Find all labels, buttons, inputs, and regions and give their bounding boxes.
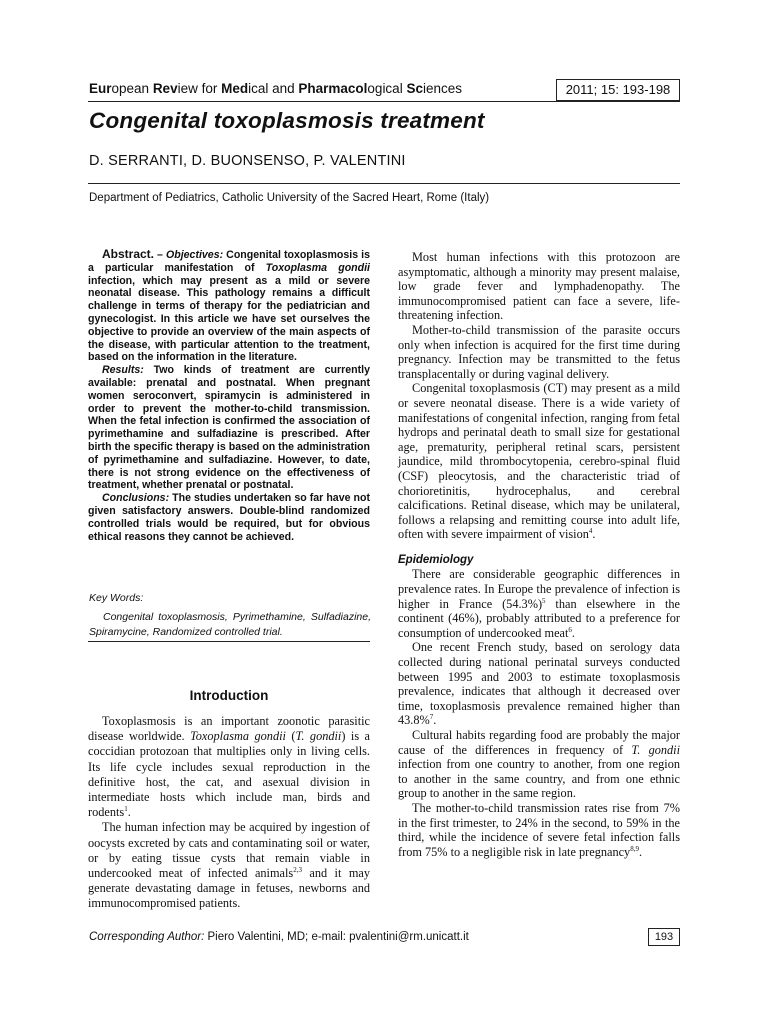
right-column <box>398 250 680 859</box>
paragraph: Toxoplasmosis is an important zoonotic parasitic disease worldwide. Toxoplasma gondii (T. gondii) is a coccidian protozoan that multiplies only in living cells. Its life cycle includes sexual reproduction in the definitive host, the cat, and asexual division in intermediate hosts which include man, birds and rodents$^1$. <box>88 714 370 820</box>
journal-name-part: iences <box>422 81 462 96</box>
journal-name-part: ical and <box>248 81 299 96</box>
objectives-heading: Objectives: <box>166 249 224 261</box>
paragraph: One recent French study, based on serology data collected during national perinatal surveys conducted between 1995 and 2003 to estimate toxoplasmosis prevalence, indicates that although it decreased over time, toxoplasmosis prevalence remained higher than 43.8%$^7$. <box>398 640 680 728</box>
journal-name-part: Eur <box>89 81 112 96</box>
paragraph: The human infection may be acquired by ingestion of oocysts excreted by cats and contaminating soil or water, or by eating tissue cysts that remain viable in undercooked meat of infected animals$^{2,3}$ and it may generate devastating damage in fetuses, newborns and immunocompromised patients. <box>88 820 370 911</box>
corresponding-author: Corresponding Author: Piero Valentini, MD; e-mail: pvalentini@rm.unicatt.it <box>89 931 469 943</box>
paragraph: Congenital toxoplasmosis (CT) may present as a mild or severe neonatal disease. There is a wide variety of manifestations of congenital infection, ranging from fetal hydrops and perinatal death to small size for gestational age, prematurity, peripheral retinal scars, persistent jaundice, mild thrombocytopenia, cerebro-spinal fluid (CSF) pleocytosis, and the characteristic triad of chorioretinitis, hydrocephalus, and cerebral calcifications. Retinal disease, which may be unilateral, follows a relapsing and remitting course into adult life, often with severe impairment of vision$^4$. <box>398 381 680 542</box>
citation-box: 2011; 15: 193-198 <box>556 79 680 101</box>
affiliation: Department of Pediatrics, Catholic University of the Sacred Heart, Rome (Italy) <box>89 192 490 204</box>
abstract-results: Results: Two kinds of treatment are currently available: prenatal and postnatal. When pregnant women seroconvert, spiramycin is administered in order to prevent the mother-to-child transmission. When the fetal infection is confirmed the association of pyrimethamine and sulfadiazine is prescribed. After birth the specific therapy is based on the administration of pyrimethamine and sulfadiazine. However, to date, there is not strong evidence on the effectiveness of treatment, whether prenatal or postnatal. <box>88 364 370 492</box>
introduction-heading: Introduction <box>189 688 269 703</box>
paragraph: Cultural habits regarding food are probably the major cause of the differences in frequency of T. gondii infection from one country to another, from one region to another in the same country, and from one ethnic group to another in the same region. <box>398 728 680 801</box>
paragraph: The mother-to-child transmission rates rise from 7% in the first trimester, to 24% in the second, to 59% in the third, while the incidence of severe fetal infection falls from 75% to a negligible risk in late pregnancy$^{8,9}$. <box>398 800 680 859</box>
abstract-objectives: Abstract. – Objectives: Congenital toxoplasmosis is a particular manifestation of Toxoplasma gondii infection, which may present as a mild or severe neonatal disease. This pathology remains a difficult challenge in terms of therapy for the pediatrician and gynecologist. In this article we have set ourselves the objective to provide an overview of the main aspects of the disease, with particular attention to the treatment, based on the information in the literature. <box>88 247 371 364</box>
header-rule <box>88 101 680 102</box>
abstract <box>88 248 370 543</box>
journal-name-part: Sc <box>406 81 423 96</box>
page-number: 193 <box>648 928 680 946</box>
authors: D. SERRANTI, D. BUONSENSO, P. VALENTINI <box>89 153 406 169</box>
journal-name-part: Pharmacol <box>298 81 368 96</box>
paragraph: There are considerable geographic differences in prevalence rates. In Europe the prevalence of infection is higher in France $(54.3\%)^5$ than elsewhere in the continent (46%), probably attributed to a preference for consumption of undercooked meat$^6$. <box>398 567 680 640</box>
abstract-label: Abstract. <box>102 247 155 261</box>
abstract-conclusions: Conclusions: The studies undertaken so far have not given satisfactory answers. Double-blind randomized controlled trials would be required, but for obvious ethical reasons they cannot be achieved. <box>88 492 370 543</box>
journal-name-part: Med <box>221 81 249 96</box>
paragraph: Most human infections with this protozoon are asymptomatic, although a minority may present malaise, low grade fever and lymphadenopathy. The immunocompromised patient can face a severe, life-threatening infection. <box>398 250 680 323</box>
keywords-text: Congenital toxoplasmosis, Pyrimethamine, Sulfadiazine, Spiramycine, Randomized controlled trial. <box>89 611 371 638</box>
introduction-body <box>88 714 370 912</box>
keywords-rule <box>88 641 370 642</box>
results-heading: Results: <box>102 364 144 377</box>
conclusions-heading: Conclusions: <box>102 492 170 505</box>
journal-name <box>89 81 462 96</box>
epidemiology-heading: Epidemiology <box>398 553 474 566</box>
article-title: Congenital toxoplasmosis treatment <box>89 108 485 133</box>
keywords-label: Key Words: <box>89 592 144 604</box>
journal-name-part: ogical <box>367 81 407 96</box>
journal-name-part: iew for <box>177 81 222 96</box>
paragraph: Mother-to-child transmission of the parasite occurs only when infection is acquired for the first time during pregnancy. Infection may be transmitted to the fetus transplacentally or during vaginal delivery. <box>398 322 680 381</box>
authors-rule <box>88 183 680 184</box>
journal-name-part: opean <box>111 81 153 96</box>
journal-name-part: Rev <box>152 81 178 96</box>
